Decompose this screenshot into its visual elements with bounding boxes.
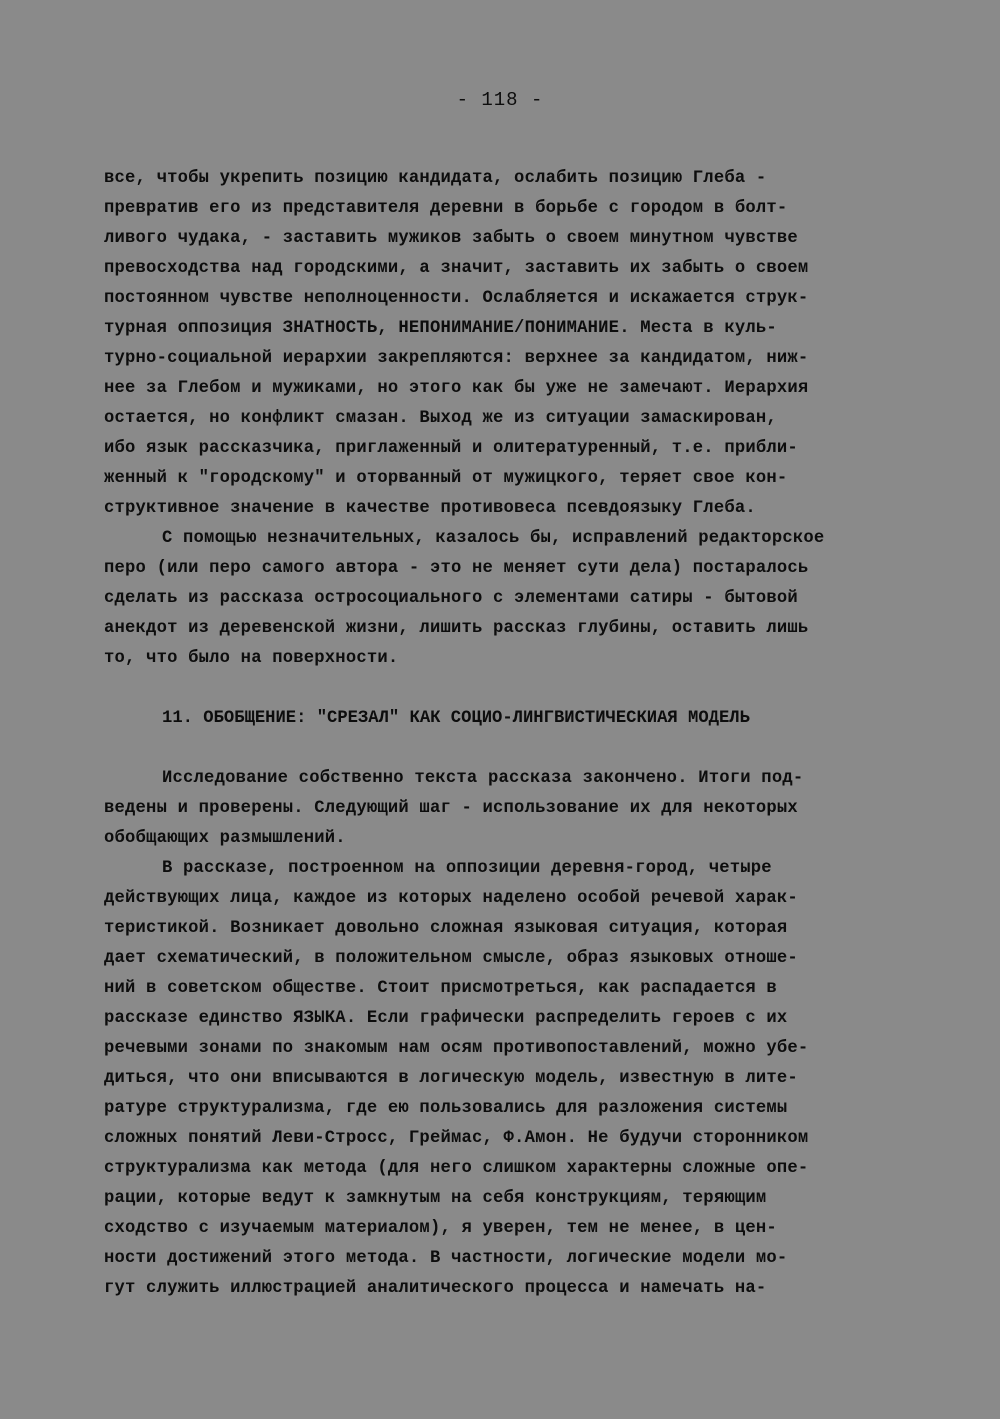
text-line: сделать из рассказа остросоциального с элементами сатиры - бытовой <box>104 589 798 608</box>
paragraph-2 <box>104 524 904 674</box>
text-line: ний в советском обществе. Стоит присмотреться, как распадается в <box>104 979 777 998</box>
text-line: то, что было на поверхности. <box>104 649 399 668</box>
text-line: ности достижений этого метода. В частности, логические модели мо- <box>104 1249 788 1268</box>
text-line: сложных понятий Леви-Стросс, Греймас, Ф.Амон. Не будучи сторонником <box>104 1129 809 1148</box>
lower-text-block <box>104 764 904 1304</box>
text-line: превратив его из представителя деревни в борьбе с городом в болт- <box>104 199 788 218</box>
text-line: ратуре структурализма, где ею пользовались для разложения системы <box>104 1099 788 1118</box>
text-line: гут служить иллюстрацией аналитического процесса и намечать на- <box>104 1279 767 1298</box>
text-line: ливого чудака, - заставить мужиков забыть о своем минутном чувстве <box>104 229 798 248</box>
text-line: обобщающих размышлений. <box>104 829 346 848</box>
section-heading: 11. ОБОБЩЕНИЕ: "СРЕЗАЛ" КАК СОЦИО-ЛИНГВИСТИЧЕСКИАЯ МОДЕЛЬ <box>162 709 750 728</box>
text-line: дает схематический, в положительном смысле, образ языковых отноше- <box>104 949 798 968</box>
text-line: анекдот из деревенской жизни, лишить рассказ глубины, оставить лишь <box>104 619 809 638</box>
paragraph-3 <box>104 764 904 854</box>
text-line: все, чтобы укрепить позицию кандидата, ослабить позицию Глеба - <box>104 169 767 188</box>
text-line: структурализма как метода (для него слишком характерны сложные опе- <box>104 1159 809 1178</box>
text-line: рассказе единство ЯЗЫКА. Если графически распределить героев с их <box>104 1009 788 1028</box>
text-line: перо (или перо самого автора - это не меняет сути дела) постаралось <box>104 559 809 578</box>
text-line: В рассказе, построенном на оппозиции деревня-город, четыре <box>162 859 772 878</box>
text-line: Исследование собственно текста рассказа закончено. Итоги под- <box>162 769 804 788</box>
text-line: С помощью незначительных, казалось бы, исправлений редакторское <box>162 529 825 548</box>
text-line: нее за Глебом и мужиками, но этого как бы уже не замечают. Иерархия <box>104 379 809 398</box>
text-line: превосходства над городскими, а значит, заставить их забыть о своем <box>104 259 809 278</box>
paragraph-4 <box>104 854 904 1304</box>
text-line: ведены и проверены. Следующий шаг - использование их для некоторых <box>104 799 798 818</box>
page-number: - 118 - <box>456 89 544 111</box>
upper-text-block <box>104 164 904 674</box>
text-line: сходство с изучаемым материалом), я уверен, тем не менее, в цен- <box>104 1219 777 1238</box>
text-line: речевыми зонами по знакомым нам осям противопоставлений, можно убе- <box>104 1039 809 1058</box>
text-line: остается, но конфликт смазан. Выход же из ситуации замаскирован, <box>104 409 777 428</box>
text-line: рации, которые ведут к замкнутым на себя конструкциям, теряющим <box>104 1189 767 1208</box>
text-line: ибо язык рассказчика, приглаженный и олитературенный, т.е. прибли- <box>104 439 798 458</box>
text-line: действующих лица, каждое из которых наделено особой речевой харак- <box>104 889 798 908</box>
text-line: постоянном чувстве неполноценности. Ослабляется и искажается струк- <box>104 289 809 308</box>
text-line: турная оппозиция ЗНАТНОСТЬ, НЕПОНИМАНИЕ/ПОНИМАНИЕ. Места в куль- <box>104 319 777 338</box>
paragraph-1 <box>104 164 904 524</box>
text-line: структивное значение в качестве противовеса псевдоязыку Глеба. <box>104 499 756 518</box>
text-line: теристикой. Возникает довольно сложная языковая ситуация, которая <box>104 919 788 938</box>
text-line: женный к "городскому" и оторванный от мужицкого, теряет свое кон- <box>104 469 788 488</box>
text-line: турно-социальной иерархии закрепляются: верхнее за кандидатом, ниж- <box>104 349 809 368</box>
text-line: диться, что они вписываются в логическую модель, известную в лите- <box>104 1069 798 1088</box>
